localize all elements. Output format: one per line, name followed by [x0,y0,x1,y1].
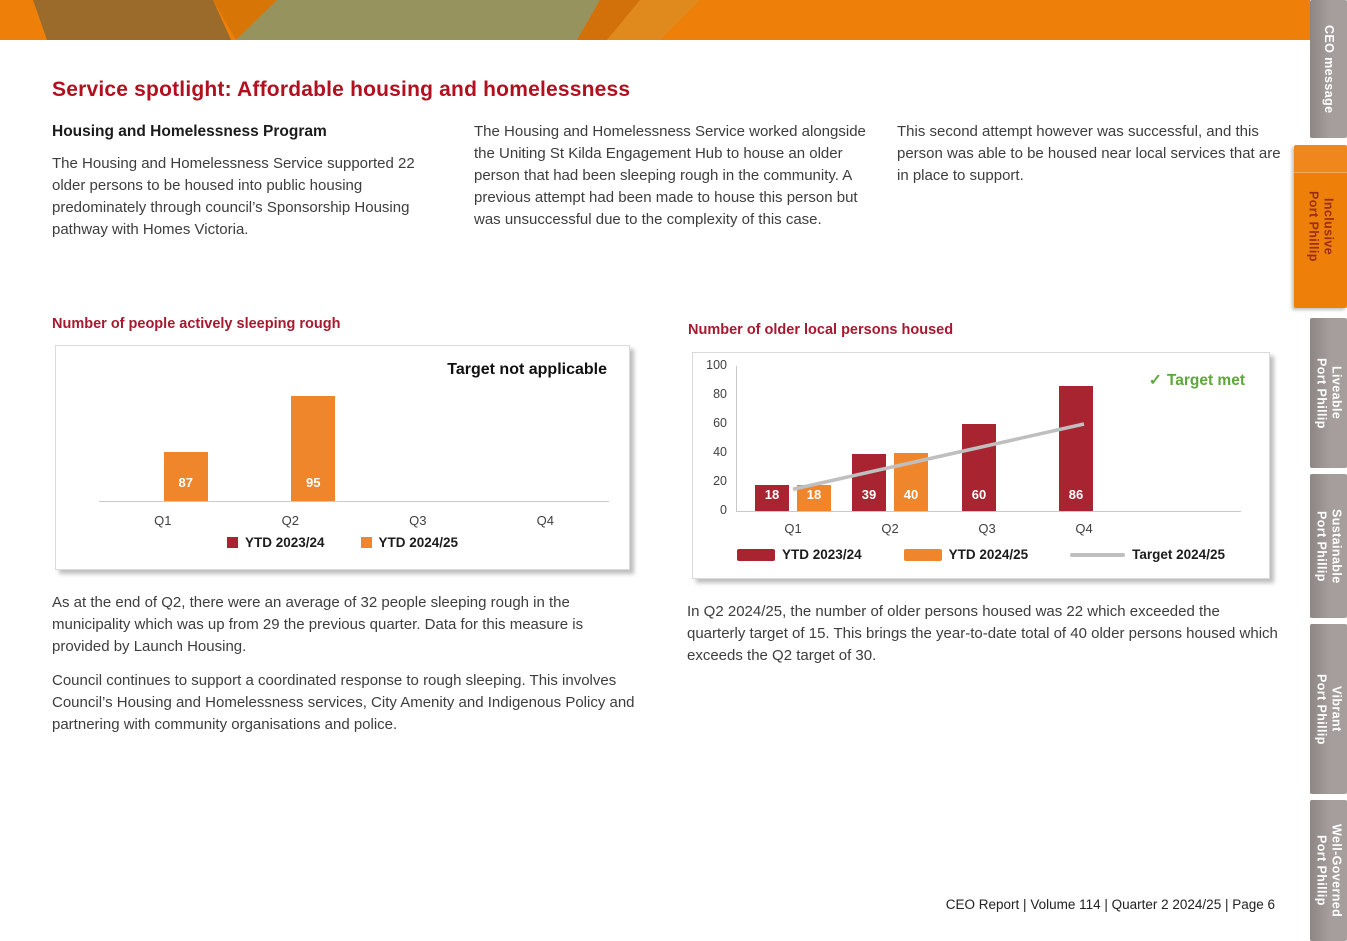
bar-value-label: 95 [306,475,321,490]
legend-item-target-2024-25 [1070,547,1225,562]
sidebar-tab-label: Well-Governed Port Phillip [1314,823,1344,918]
x-axis-line [99,501,609,502]
body-paragraph: This second attempt however was successful, and this person was able to be housed near local services that are in place to support. [897,123,1281,184]
chart-annotation [1149,371,1245,390]
bar-q2-ytd-2024-25 [894,453,928,511]
x-axis-line [736,511,1241,512]
legend-swatch-icon [737,549,775,561]
x-tick-label: Q1 [784,521,802,536]
target-met-label: Target met [1166,372,1245,389]
y-tick-label: 100 [706,358,727,372]
sidebar-tab-sustainable-port-phillip[interactable] [1310,474,1347,618]
y-tick-label: 0 [720,503,727,517]
body-paragraph: Council continues to support a coordinated response to rough sleeping. This involves Council’s Housing and Homelessness services, City Amenity and Indigenous Policy and partnering with community organisations and police. [52,672,635,733]
body-paragraph: The Housing and Homelessness Service supported 22 older persons to be housed into public housing predominately through council’s Sponsorship Housing pathway with Homes Victoria. [52,155,415,238]
legend-item-ytd-2023-24 [227,535,325,550]
intro-column-1 [52,121,446,241]
chart-annotation: Target not applicable [447,361,607,378]
check-icon: ✓ [1148,372,1162,389]
sidebar-tab-well-governed-port-phillip[interactable] [1310,800,1347,941]
page-title: Service spotlight: Affordable housing and homelessness [52,78,631,101]
legend-swatch-icon [361,537,372,548]
bar-value-label: 18 [764,487,780,502]
legend-label: YTD 2024/25 [948,547,1029,562]
chart-title-persons-housed: Number of older local persons housed [688,322,954,338]
intro-column-3 [897,121,1287,187]
y-tick-label: 40 [713,445,727,459]
intro-column-2 [474,121,870,231]
y-axis-line [736,366,737,511]
bar-value-label: 87 [178,475,193,490]
sidebar-tab-label: Liveable Port Phillip [1314,357,1344,429]
legend-swatch-icon [227,537,238,548]
legend-item-ytd-2024-25 [361,535,459,550]
y-tick-label: 20 [713,474,727,488]
bar-value-label: 39 [861,487,877,502]
body-paragraph: As at the end of Q2, there were an average of 32 people sleeping rough in the municipality which was up from 29 the previous quarter. Data for this measure is provided by Launch Housing. [52,594,584,655]
x-tick-label: Q3 [978,521,996,536]
banner-art-icon [0,0,1310,40]
notes-sleeping-rough [52,592,640,748]
bar-value-label: 40 [903,487,919,502]
x-tick-label: Q1 [154,513,172,528]
sidebar-tab-ceo-message[interactable] [1310,0,1347,138]
x-tick-label: Q2 [281,513,299,528]
y-tick-label: 60 [713,416,727,430]
legend-label: YTD 2023/24 [782,547,862,562]
sidebar-tab-label: CEO message [1322,24,1336,114]
y-tick-label: 80 [713,387,727,401]
sidebar-tab-inclusive-port-phillip[interactable] [1294,145,1347,308]
legend-swatch-icon [904,549,942,561]
legend-label: YTD 2024/25 [378,535,459,550]
chart-persons-housed [692,352,1270,579]
sidebar-tab-label: Sustainable Port Phillip [1314,508,1344,584]
body-paragraph: The Housing and Homelessness Service worked alongside the Uniting St Kilda Engagement Hub to house an older person that had been sleeping rough in the community. A previous attempt had been made to house this person but was unsuccessful due to the complexity of this case. [474,123,866,228]
x-tick-label: Q4 [536,513,554,528]
chart-legend [56,535,629,550]
x-tick-label: Q3 [409,513,427,528]
legend-label: Target 2024/25 [1132,547,1225,562]
sidebar-tab-vibrant-port-phillip[interactable] [1310,624,1347,794]
legend-item-ytd-2023-24 [737,547,862,562]
chart-title-sleeping-rough: Number of people actively sleeping rough [52,316,341,332]
header-banner [0,0,1310,40]
page-footer: CEO Report | Volume 114 | Quarter 2 2024/25 | Page 6 [945,897,1275,912]
legend-item-ytd-2024-25 [904,547,1029,562]
chart-legend [693,547,1269,562]
sidebar-tab-liveable-port-phillip[interactable] [1310,318,1347,468]
legend-label: YTD 2023/24 [244,535,325,550]
bar-value-label: 60 [971,487,987,502]
notes-persons-housed [687,601,1279,679]
legend-swatch-icon [1070,553,1125,557]
chart-sleeping-rough [55,345,630,570]
x-tick-label: Q2 [881,521,899,536]
bar-q2-ytd-2023-24 [852,454,886,511]
bar-value-label: 86 [1068,487,1084,502]
body-paragraph: In Q2 2024/25, the number of older persons housed was 22 which exceeded the quarterly target of 15. This brings the year-to-date total of 40 older persons housed which exceeds the Q2 target of 30. [687,603,1278,664]
x-tick-label: Q4 [1075,521,1093,536]
sidebar-tab-label: Inclusive Port Phillip [1306,191,1336,262]
section-heading: Housing and Homelessness Program [52,123,327,140]
bar-value-label: 18 [806,487,822,502]
sidebar-tab-label: Vibrant Port Phillip [1314,673,1344,745]
